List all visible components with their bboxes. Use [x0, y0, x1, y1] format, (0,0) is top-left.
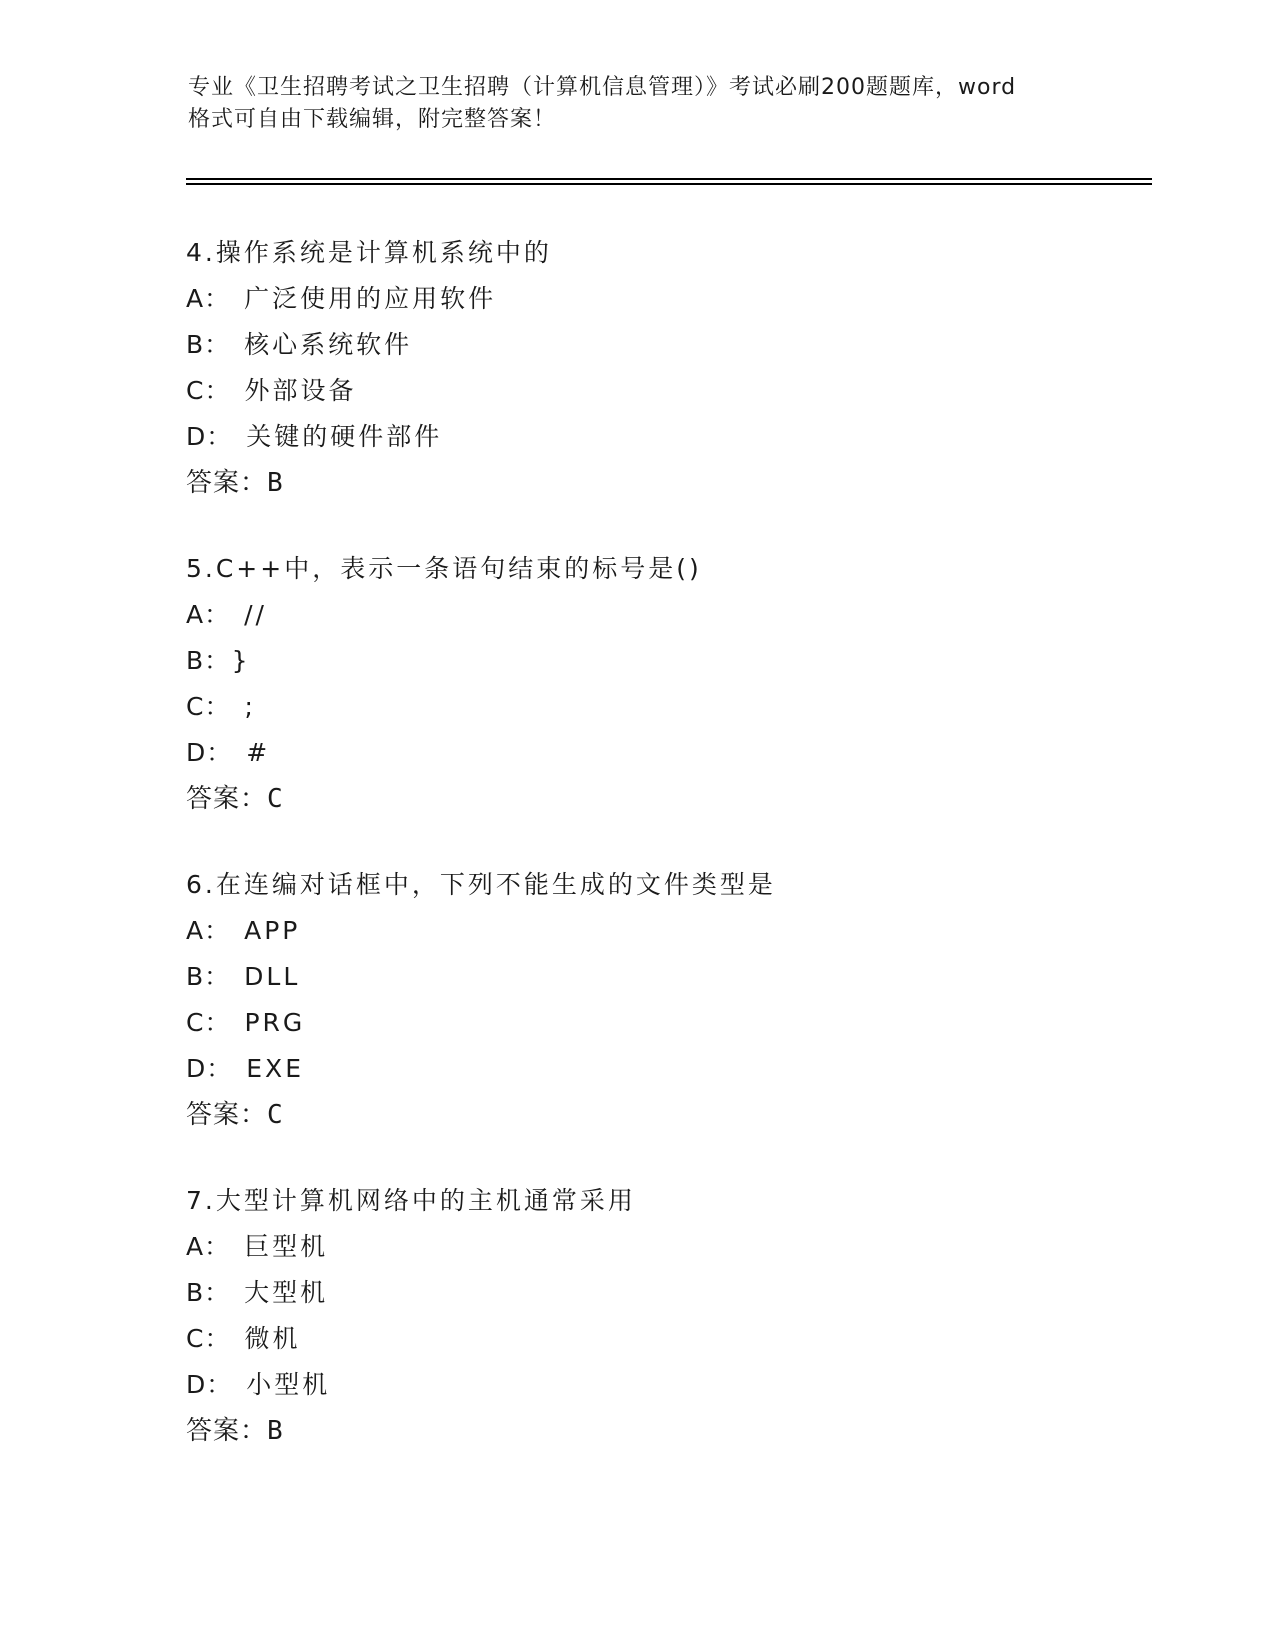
option-label: B： — [186, 646, 218, 675]
option-text: 广泛使用的应用软件 — [244, 284, 497, 313]
header-line-1: 专业《卫生招聘考试之卫生招聘（计算机信息管理）》考试必刷200题题库，word — [188, 75, 1017, 100]
option-label: D： — [186, 422, 233, 451]
option-row — [186, 638, 1146, 684]
option-label: C： — [186, 1324, 231, 1353]
option-row — [186, 368, 1146, 414]
answer-value: B — [267, 1416, 284, 1446]
option-row — [186, 908, 1146, 954]
option-label: C： — [186, 1008, 231, 1037]
answer-label: 答案： — [186, 784, 268, 814]
answer-value: C — [267, 1100, 284, 1130]
option-row — [186, 954, 1146, 1000]
option-row — [186, 1046, 1146, 1092]
option-row — [186, 1000, 1146, 1046]
question-stem: 6.在连编对话框中，下列不能生成的文件类型是 — [186, 870, 776, 899]
question-stem: 4.操作系统是计算机系统中的 — [186, 238, 552, 267]
option-row — [186, 1316, 1146, 1362]
option-row — [186, 684, 1146, 730]
option-text: 外部设备 — [244, 376, 357, 405]
answer-value: C — [267, 784, 284, 814]
option-text: // — [244, 600, 267, 629]
option-label: B： — [186, 1278, 231, 1307]
option-text: DLL — [244, 962, 301, 991]
header-divider-bottom — [186, 183, 1152, 185]
question-block — [186, 230, 1146, 506]
option-label: C： — [186, 692, 231, 721]
answer-line — [186, 460, 1146, 506]
option-row — [186, 322, 1146, 368]
header-divider-top — [186, 178, 1152, 180]
question-block — [186, 862, 1146, 1138]
question-block — [186, 1178, 1146, 1454]
answer-label: 答案： — [186, 468, 268, 498]
option-row — [186, 730, 1146, 776]
option-text: EXE — [246, 1054, 304, 1083]
option-text: } — [231, 646, 251, 675]
option-text: 小型机 — [246, 1370, 331, 1399]
option-text: APP — [244, 916, 301, 945]
question-block — [186, 546, 1146, 822]
option-text: 微机 — [244, 1324, 301, 1353]
answer-label: 答案： — [186, 1100, 268, 1130]
answer-value: B — [267, 468, 284, 498]
option-row — [186, 1270, 1146, 1316]
option-label: D： — [186, 1370, 233, 1399]
answer-line — [186, 776, 1146, 822]
option-row — [186, 1362, 1146, 1408]
option-label: D： — [186, 1054, 233, 1083]
option-text: PRG — [244, 1008, 306, 1037]
option-label: D： — [186, 738, 233, 767]
option-row — [186, 276, 1146, 322]
option-label: A： — [186, 284, 231, 313]
option-text: # — [246, 738, 271, 767]
question-stem: 7.大型计算机网络中的主机通常采用 — [186, 1186, 636, 1215]
option-text: 大型机 — [244, 1278, 329, 1307]
answer-label: 答案： — [186, 1416, 268, 1446]
answer-line — [186, 1408, 1146, 1454]
option-text: 关键的硬件部件 — [246, 422, 443, 451]
option-label: A： — [186, 1232, 231, 1261]
question-stem: 5.C++中，表示一条语句结束的标号是() — [186, 554, 702, 583]
option-label: B： — [186, 330, 231, 359]
option-text: 巨型机 — [244, 1232, 329, 1261]
option-label: C： — [186, 376, 231, 405]
option-row — [186, 414, 1146, 460]
option-label: B： — [186, 962, 231, 991]
answer-line — [186, 1092, 1146, 1138]
option-row — [186, 1224, 1146, 1270]
option-label: A： — [186, 600, 231, 629]
header-line-2: 格式可自由下载编辑，附完整答案！ — [188, 107, 557, 132]
option-row — [186, 592, 1146, 638]
document-header — [188, 72, 1088, 136]
option-text: ; — [244, 692, 256, 721]
option-label: A： — [186, 916, 231, 945]
option-text: 核心系统软件 — [244, 330, 413, 359]
